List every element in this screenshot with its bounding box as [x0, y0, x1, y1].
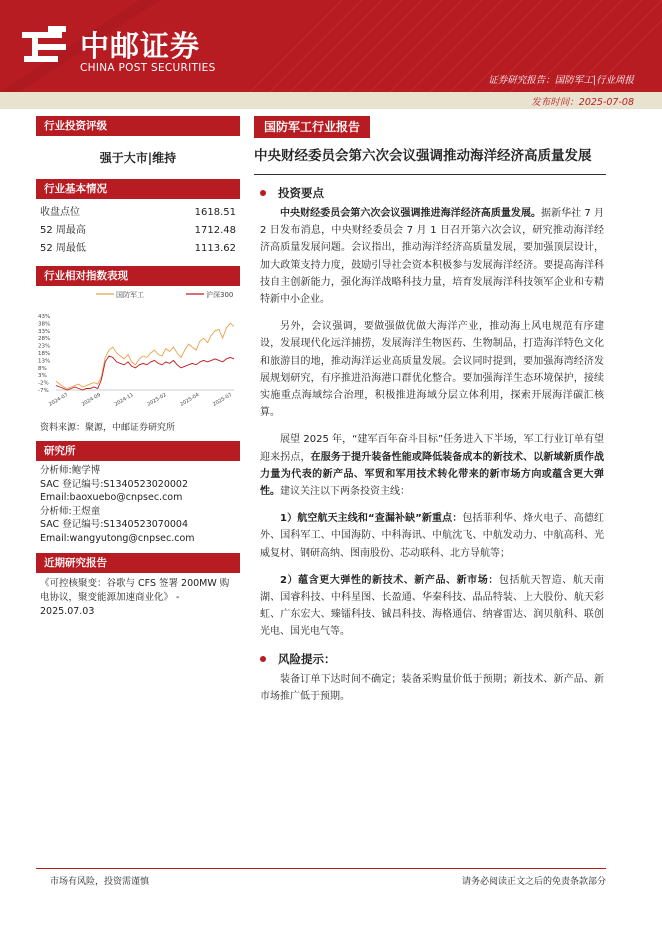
basic-value: 1618.51: [194, 207, 236, 218]
paragraph: [260, 671, 604, 705]
para-text: 包括航天智造、航天南湖、国睿科技、中科星图、长盈通、华秦科技、晶品特装、上大股份、航天彩虹、广东宏大、臻镭科技、铖昌科技、海格通信、纳睿雷达、润贝航科、联创光电、国光电气等。: [260, 574, 604, 638]
para-text: 装备订单下达时间不确定；装备采购量价低于预期；新技术、新产品、新市场推广低于预期。: [260, 673, 604, 702]
basic-key: 收盘点位: [40, 207, 80, 218]
industry-rating: 强于大市|维持: [99, 151, 177, 165]
recent-report-item[interactable]: 《可控核聚变：谷歌与 CFS 签署 200MW 购电协议，聚变能源加速商业化》 - 2025.07.03: [40, 578, 230, 617]
analyst-email[interactable]: Email:wangyutong@cnpsec.com: [40, 532, 195, 544]
x-tick-label: 2024-07: [48, 392, 70, 408]
para-bold: 1）航空航天主线和“查漏补缺”新重点：: [280, 513, 463, 525]
relative-index-chart: [36, 286, 240, 412]
research-section-title: 研究所: [36, 441, 240, 461]
para-text: 另外，会议强调，要做强做优做大海洋产业，推动海上风电规范有序建设，发展现代化远洋捕捞，发展海洋生物医药、生物制品，打造海洋特色文化和旅游目的地，推动海洋运业高质量发展。会议同时提到，要加强海湾经济发展规划研究，有序推进沿海港口群优化整合。要加强海洋生态环境保护，接续实施重点海域综合治理，积极推进海域分层立体利用，探索开展海洋碳汇核算。: [260, 321, 604, 419]
x-tick-label: 2025-07: [212, 392, 234, 408]
footer-right: 请务必阅读正文之后的免责条款部分: [461, 877, 606, 887]
section-heading-text: 投资要点: [278, 186, 324, 200]
china-post-logo-icon: [18, 22, 70, 66]
para-text: 展望 2025 年，“建军百年奋斗目标”任务进入下半场，军工行业订单有望迎来拐点，: [260, 434, 604, 463]
x-tick-label: 2024-09: [80, 392, 102, 408]
report-title: 中央财经委员会第六次会议强调推动海洋经济高质量发展: [254, 146, 606, 175]
bullet-icon: [260, 656, 266, 662]
paragraph: [260, 431, 604, 500]
basic-row-high: [36, 222, 240, 240]
analyst-email[interactable]: Email:baoxuebo@cnpsec.com: [40, 492, 183, 503]
analyst-line: 分析师:鲍学博: [40, 465, 101, 476]
basic-value: 1113.62: [194, 243, 236, 254]
y-tick-label: 28%: [38, 336, 51, 343]
publish-date: 发布时间：2025-07-08: [531, 97, 634, 108]
analyst-line: SAC 登记编号:S1340523070004: [40, 519, 188, 530]
basic-key: 52 周最高: [40, 225, 86, 236]
para-bold: 2）蕴含更大弹性的新技术、新产品、新市场：: [280, 574, 499, 586]
legend-label: 沪深300: [206, 291, 234, 299]
page-header: [0, 0, 662, 92]
x-tick-label: 2024-11: [113, 392, 135, 408]
analyst-line: SAC 登记编号:S1340523020002: [40, 478, 188, 490]
publish-date-bar: [0, 92, 662, 109]
sidebar: [36, 116, 240, 623]
para-bold: 在服务于提升装备性能或降低装备成本的新技术、以新域新质作战力量为代表的新产品、军贸和军用技术转化带来的新市场方向或蕴含更大弹性。: [260, 451, 605, 498]
y-tick-label: 33%: [38, 328, 51, 335]
basic-row-low: [36, 240, 240, 258]
y-tick-label: 18%: [38, 351, 51, 357]
report-type-tag: 国防军工行业报告: [254, 116, 370, 138]
section-heading-risk: [260, 651, 606, 667]
recent-reports-title: 近期研究报告: [36, 553, 240, 573]
brand-name-cn: 中邮证券: [80, 29, 201, 63]
y-tick-label: -2%: [38, 380, 49, 387]
y-tick-label: 8%: [38, 365, 47, 372]
para-text: 据新华社 7 月 2 日发布消息，中央财经委员会 7 月 1 日召开第六次会议，研究推动海洋经济高质量发展问题。会议指出，推动海洋经济高质量发展，要加强顶层设计，加大政策支持力度，鼓励引导社会资本积极参与发展海洋经济。要提高海洋科技自主创新能力，强化海洋战略科技力量，培育发展海洋科技领军企业和专精特新中小企业。: [260, 208, 604, 306]
paragraph: [260, 572, 604, 641]
y-tick-label: 13%: [38, 358, 51, 365]
paragraph: [260, 318, 604, 421]
basic-info-title: 行业基本情况: [36, 179, 240, 199]
legend-label: 国防军工: [116, 291, 144, 299]
chart-section-title: 行业相对指数表现: [36, 266, 240, 286]
y-tick-label: 38%: [38, 321, 51, 328]
x-tick-label: 2025-04: [179, 392, 201, 408]
series-line: [56, 356, 234, 390]
paragraph: [260, 510, 604, 562]
basic-key: 52 周最低: [40, 243, 86, 254]
analyst-line: 分析师:王煜童: [40, 505, 101, 517]
report-breadcrumb: 证券研究报告：国防军工|行业周报: [488, 75, 634, 86]
y-tick-label: 3%: [38, 373, 47, 380]
y-tick-label: 23%: [38, 343, 51, 350]
chart-source: 资料来源：聚源，中邮证券研究所: [40, 423, 176, 433]
para-text: 包括菲利华、烽火电子、高德红外、国科军工、中国海防、中科海讯、中航沈飞、中航发动力、中航高科、光威复材、钢研高纳、图南股份、芯动联科、北方导航等；: [260, 513, 605, 559]
y-tick-label: 43%: [38, 314, 51, 320]
main-content: [254, 116, 606, 715]
footer-left: 市场有风险，投资需谨慎: [50, 877, 150, 887]
para-bold: 中央财经委员会第六次会议强调推进海洋经济高质量发展。: [280, 208, 542, 219]
brand-name-en: CHINA POST SECURITIES: [80, 62, 216, 74]
section-heading-key-points: [260, 185, 606, 201]
paragraph: [260, 205, 604, 308]
rating-section-title: 行业投资评级: [36, 116, 240, 136]
x-tick-label: 2025-02: [146, 392, 168, 408]
y-tick-label: -7%: [38, 388, 49, 394]
basic-value: 1712.48: [194, 225, 236, 236]
section-heading-text: 风险提示：: [278, 651, 336, 666]
footer-divider: [36, 868, 606, 869]
series-line: [56, 323, 234, 388]
bullet-icon: [260, 190, 266, 196]
para-text: 建议关注以下两条投资主线：: [280, 486, 410, 498]
basic-row-close: [36, 204, 240, 222]
